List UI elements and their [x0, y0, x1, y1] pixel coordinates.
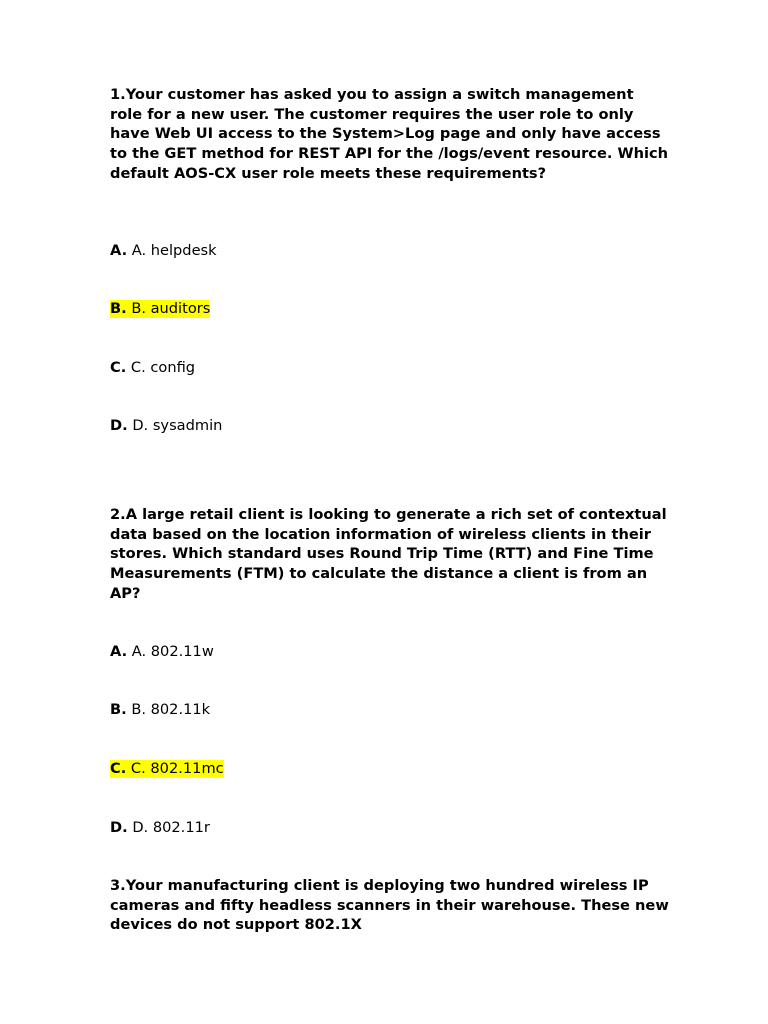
option-letter: B.: [110, 701, 127, 718]
question-2-option-c-highlighted: [110, 760, 224, 778]
option-letter: C.: [110, 760, 127, 777]
question-2-text: 2.A large retail client is looking to generate a rich set of contextual data based on the location information of wireless clients in their stores. Which standard uses Round Trip Time (RTT) and Fine Time Measurements (FTM) to calculate the distance a client is from an AP?: [110, 506, 667, 602]
option-text: C. 802.11mc: [130, 760, 224, 777]
option-letter: A.: [110, 242, 128, 259]
question-1-option-b-highlighted: [110, 300, 210, 318]
option-text: D. sysadmin: [132, 417, 223, 434]
question-2-option-a: [110, 643, 214, 661]
question-1-option-a: [110, 242, 217, 260]
option-letter: D.: [110, 417, 128, 434]
option-text: D. 802.11r: [132, 819, 210, 836]
option-text: A. 802.11w: [131, 643, 214, 660]
question-1-text: 1.Your customer has asked you to assign a switch management role for a new user. The customer requires the user role to only have Web UI access to the System>Log page and only have access to the GET method for REST API for the /logs/event resource. Which default AOS-CX user role meets these requirements?: [110, 86, 669, 182]
question-1-option-c: [110, 359, 195, 377]
option-text: C. config: [130, 359, 196, 376]
option-text: B. auditors: [131, 300, 211, 317]
question-2-option-d: [110, 819, 210, 837]
question-1-option-d: [110, 417, 222, 435]
option-letter: A.: [110, 643, 128, 660]
option-text: A. helpdesk: [131, 242, 217, 259]
option-letter: C.: [110, 359, 127, 376]
option-text: B. 802.11k: [131, 701, 211, 718]
question-3-text: 3.Your manufacturing client is deploying two hundred wireless IP cameras and fifty headless scanners in their warehouse. These new devices do not support 802.1X: [110, 877, 669, 934]
option-letter: D.: [110, 819, 128, 836]
option-letter: B.: [110, 300, 127, 317]
question-2-option-b: [110, 701, 210, 719]
